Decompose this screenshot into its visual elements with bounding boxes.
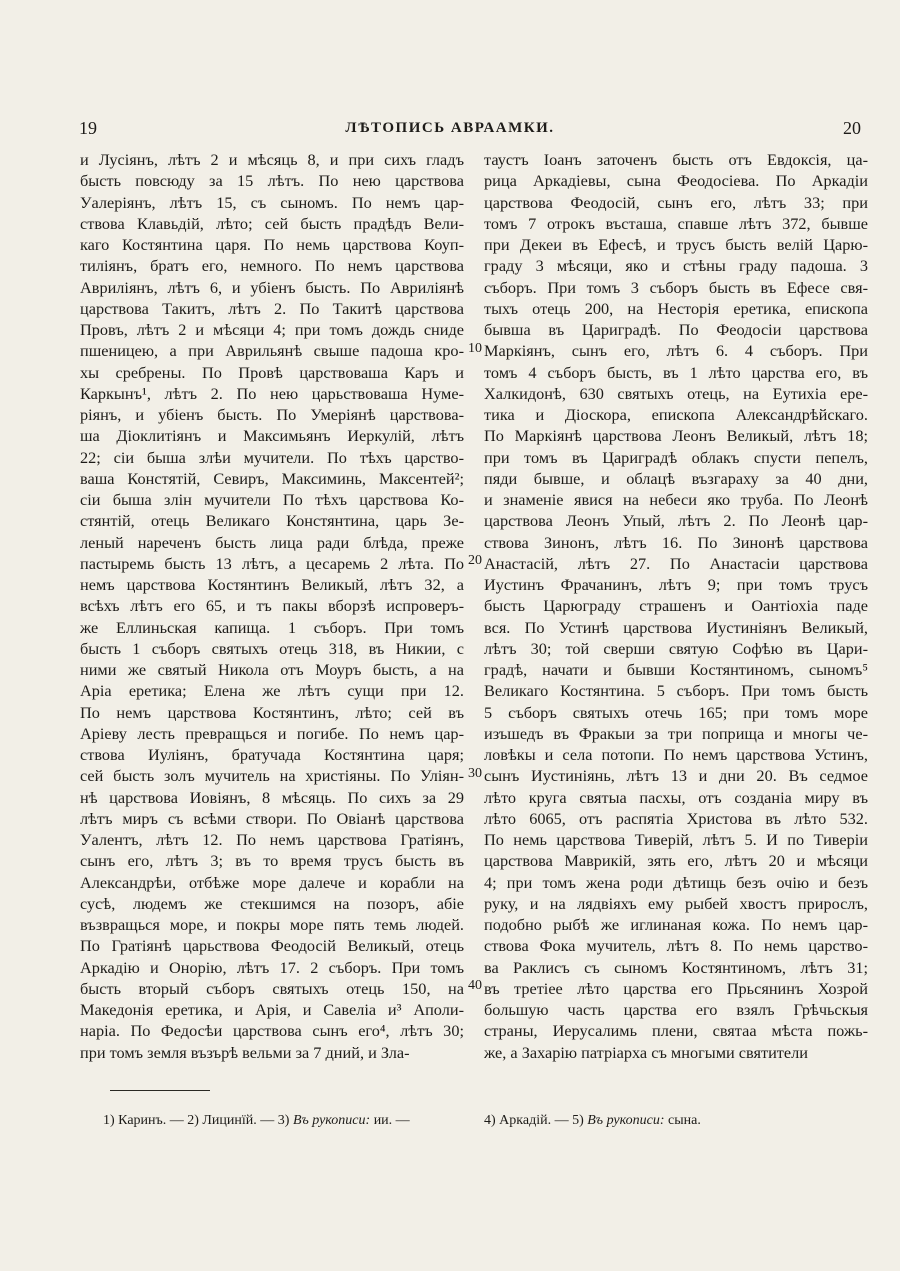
text-line: Уалеріянъ, лѣтъ 15, съ сыномъ. По немъ цар- bbox=[80, 192, 464, 212]
line-number: 20 bbox=[468, 553, 482, 568]
text-line: Александрѣи, отбѣже море далече и корабли на bbox=[80, 872, 464, 892]
text-line: Аріа еретика; Елена же лѣтъ сущи при 12. bbox=[80, 681, 464, 701]
text-line: немъ царствова Костянтинъ Великый, лѣтъ 32, а bbox=[80, 575, 464, 594]
text-line: 4; при томъ жена роди дѣтищь безъ очію и безъ bbox=[484, 872, 868, 892]
text-line: изъшедъ въ Фракыи за три поприща и многы че- bbox=[484, 723, 868, 743]
text-line: же, а Захарію патріарха съ многыми святители bbox=[484, 1042, 808, 1062]
text-line: и Лусіянъ, лѣтъ 2 и мѣсяць 8, и при сихъ гладъ bbox=[80, 150, 464, 169]
text-line: лѣто круга святыа пасхы, отъ созданіа миру въ bbox=[484, 787, 868, 807]
text-line: тика и Діоскора, епископа Александрѣйскаго. bbox=[484, 405, 868, 424]
text-line: рица Аркадіевы, сына Феодосіева. По Аркадіи bbox=[484, 171, 868, 191]
text-line: вся. По Устинѣ царствова Иустиніянъ Великый, bbox=[484, 617, 868, 637]
text-line: Уалентъ, лѣтъ 12. По немъ царствова Гратіянъ, bbox=[80, 830, 464, 849]
running-title: ЛѢТОПИСЬ АВРААМКИ. bbox=[345, 120, 555, 136]
text-line: и знаменіе явися на небеси яко труба. По Леонѣ bbox=[484, 490, 868, 509]
text-line: възвращься море, и покры море пять темь людей. bbox=[80, 915, 464, 934]
text-line: ствова Зинонъ, лѣтъ 16. По Зинонѣ царствова bbox=[484, 532, 868, 552]
text-line: бысть вторый съборъ святыхъ отець 150, на bbox=[80, 978, 464, 998]
text-line: каго Костянтина царя. По немь царствова Коуп- bbox=[80, 235, 464, 254]
text-line: По Маркіянѣ царствова Леонъ Великый, лѣтъ 18; bbox=[484, 426, 868, 446]
text-line: тыхъ отець 200, на Несторія еретика, епископа bbox=[484, 298, 868, 318]
text-line: таустъ Іоанъ заточенъ бысть отъ Евдоксія, ца- bbox=[484, 150, 868, 169]
text-line: бысть 1 съборъ святыхъ отець 318, въ Никии, с bbox=[80, 638, 464, 658]
footnote-italic: Въ рукописи: bbox=[292, 1113, 371, 1128]
footnote-italic: Въ рукописи: bbox=[587, 1113, 665, 1128]
text-line: руку, и на лядвіяхъ ему рыбей хвостъ прирослъ, bbox=[484, 893, 868, 913]
text-line: наріа. По Федосѣи царствова сынъ его⁴, лѣтъ 30; bbox=[80, 1021, 464, 1041]
text-line: леный нареченъ бысть лица ради блѣда, преже bbox=[80, 532, 464, 552]
text-line: лѣто 6065, отъ распятіа Христова въ лѣто 532. bbox=[484, 808, 868, 828]
page-number-right: 20 bbox=[843, 118, 861, 138]
text-line: бывша въ Цариградѣ. По Феодосіи царствова bbox=[484, 320, 868, 339]
text-line: царствова Леонъ Упый, лѣтъ 2. По Леонѣ цар- bbox=[484, 511, 868, 531]
footnotes-right bbox=[484, 1113, 701, 1129]
text-line: страны, Иерусалимь плени, святаа мѣста пожь- bbox=[484, 1021, 868, 1041]
text-line: сіи быша злін мучители По тѣхъ царствова Ко- bbox=[80, 490, 464, 509]
footnote-text: сына. bbox=[664, 1113, 701, 1128]
footnotes-left bbox=[103, 1113, 410, 1129]
text-line: томъ 7 отрокъ въсташа, спавше лѣтъ 372, бывше bbox=[484, 213, 868, 233]
left-column bbox=[80, 149, 464, 1063]
text-line: большую часть царства его взялъ Грѣчьскыя bbox=[484, 1000, 868, 1019]
text-line: сусѣ, людемъ же стекшимся на позоръ, абіе bbox=[80, 893, 464, 913]
text-line: царствова Феодосій, сынъ его, лѣтъ 33; при bbox=[484, 192, 868, 212]
text-line: Халкидонѣ, 630 святыхъ отець, на Еутихіа ере- bbox=[484, 383, 868, 403]
text-line: ша Діоклитіянъ и Максимьянъ Иеркулій, лѣтъ bbox=[80, 426, 464, 446]
text-line: Авриліянъ, лѣтъ 6, и убіенъ бысть. По Авриліянѣ bbox=[80, 277, 464, 297]
text-line: бысть повсюду за 15 лѣтъ. По нею царствова bbox=[80, 171, 464, 191]
text-line: при Декеи въ Ефесѣ, и трусъ бысть велій Царю- bbox=[484, 235, 868, 254]
text-line: томъ 4 съборъ бысть, въ 1 лѣто царства его, въ bbox=[484, 362, 868, 382]
footnote-separator bbox=[110, 1090, 210, 1091]
text-line: Македонія еретика, и Арія, и Савеліа и³ Аполи- bbox=[80, 1000, 464, 1019]
text-line: Аркадію и Онорію, лѣтъ 17. 2 съборъ. При томъ bbox=[80, 957, 464, 977]
right-column bbox=[484, 149, 868, 1063]
text-line: 22; сіи быша злѣи мучители. По тѣхъ царство- bbox=[80, 447, 464, 467]
text-line: съборъ. При томъ 3 съборъ бысть въ Ефесе свя- bbox=[484, 277, 868, 297]
text-line: граду 3 мѣсяци, яко и стѣны граду падоша. 3 bbox=[484, 256, 868, 276]
footnote-text: 1) Каринъ. — 2) Лицинїй. — 3) bbox=[103, 1113, 293, 1128]
text-line: лѣтъ миръ съ всѣми створи. По Овіанѣ царствова bbox=[80, 808, 464, 828]
text-line: Провъ, лѣтъ 2 и мѣсяци 4; при томъ дождь сниде bbox=[80, 320, 464, 339]
text-line: бысть Царюграду страшенъ и Оантіохіа паде bbox=[484, 596, 868, 616]
text-line: сынъ его, лѣтъ 3; въ то время трусъ бысть въ bbox=[80, 851, 464, 871]
text-line: ствова Фока мучитель, лѣтъ 8. По немь царство- bbox=[484, 936, 868, 956]
text-line: Аріеву лесть превращься и погибе. По немъ цар- bbox=[80, 723, 464, 743]
text-line: при томъ въ Цариградѣ облакъ спусти пепелъ, bbox=[484, 447, 868, 467]
text-line: стянтій, отець Великаго Констянтина, царь Зе- bbox=[80, 511, 464, 531]
page-number-left: 19 bbox=[79, 118, 97, 138]
line-number: 40 bbox=[468, 978, 482, 993]
text-line: лѣтъ 30; той сверши святую Софѣю въ Цари- bbox=[484, 638, 868, 658]
text-line: Маркіянъ, сынъ его, лѣтъ 6. 4 съборъ. При bbox=[484, 341, 868, 361]
text-line: подобно рыбѣ же иглинаная кожа. По немъ цар- bbox=[484, 915, 868, 934]
line-number: 10 bbox=[468, 341, 482, 356]
text-line: хы сребрены. По Провѣ царствоваша Каръ и bbox=[80, 362, 464, 382]
text-line: тиліянъ, братъ его, немного. По немъ царствова bbox=[80, 256, 464, 276]
text-line: пастыремь бысть 13 лѣтъ, а цесаремь 2 лѣта. По bbox=[80, 553, 464, 573]
text-line: въ третіее лѣто царства его Прьсянинъ Хозрой bbox=[484, 978, 868, 998]
text-line: сей бысть золъ мучитель на христіяны. По Уліян- bbox=[80, 766, 464, 786]
text-line: Великаго Костянтина. 5 съборъ. При томъ бысть bbox=[484, 681, 868, 701]
text-line: нѣ царствова Иовіянъ, 8 мѣсяць. По сихъ за 29 bbox=[80, 787, 464, 807]
text-line: Иустинъ Фрачанинъ, лѣтъ 9; при томъ трусъ bbox=[484, 575, 868, 594]
text-line: пшеницею, а при Аврильянѣ свыше падоша кро- bbox=[80, 341, 464, 361]
text-line: ловѣкы и села потопи. По немъ царствова Устинъ, bbox=[484, 745, 868, 764]
text-line: же Еллиньская капища. 1 съборъ. При томъ bbox=[80, 617, 464, 637]
text-line: царствова Такитъ, лѣтъ 2. По Такитѣ царствова bbox=[80, 298, 464, 318]
text-line: при томъ земля възърѣ вельми за 7 дний, и Зла- bbox=[80, 1042, 410, 1062]
text-line: градѣ, начати и бывши Костянтиномъ, сыномъ⁵ bbox=[484, 660, 868, 679]
text-line: По немъ царствова Костянтинъ, лѣто; сей въ bbox=[80, 702, 464, 722]
text-line: царствова Маврикій, зять его, лѣтъ 20 и мѣсяци bbox=[484, 851, 868, 871]
text-line: 5 съборъ святыхъ отечь 165; при томъ море bbox=[484, 702, 868, 722]
text-line: По Гратіянѣ царьствова Феодосій Великый, отець bbox=[80, 936, 464, 956]
text-line: пяди бывше, и облацѣ възгараху за 40 дни, bbox=[484, 468, 868, 488]
line-number: 30 bbox=[468, 766, 482, 781]
text-line: Анастасій, лѣтъ 27. По Анастасіи царствова bbox=[484, 553, 868, 573]
footnote-text: 4) Аркадій. — 5) bbox=[484, 1113, 588, 1128]
text-line: сынъ Иустиніянь, лѣтъ 13 и дни 20. Въ седмое bbox=[484, 766, 868, 786]
text-line: ствова Клавьдій, лѣто; сей бысть прадѣдъ Вели- bbox=[80, 213, 464, 233]
text-line: ваша Констятій, Севиръ, Максиминь, Максентей²; bbox=[80, 468, 464, 488]
text-line: По немь царствова Тиверій, лѣтъ 5. И по Тиверіи bbox=[484, 830, 868, 849]
text-line: всѣхъ лѣтъ его 65, и тъ пакы вборзѣ испроверъ- bbox=[80, 596, 464, 616]
footnote-text: ии. — bbox=[370, 1113, 410, 1128]
text-line: ствова Иуліянъ, братучада Костянтина царя; bbox=[80, 745, 464, 764]
text-line: ними же святый Никола отъ Моуръ бысть, а на bbox=[80, 660, 464, 679]
text-line: ріянъ, и убіенъ бысть. По Умеріянѣ царствова- bbox=[80, 405, 464, 424]
text-line: ва Раклисъ съ сыномъ Костянтиномъ, лѣтъ 31; bbox=[484, 957, 868, 977]
text-line: Каркынъ¹, лѣтъ 2. По нею царьствоваша Нуме- bbox=[80, 383, 464, 403]
